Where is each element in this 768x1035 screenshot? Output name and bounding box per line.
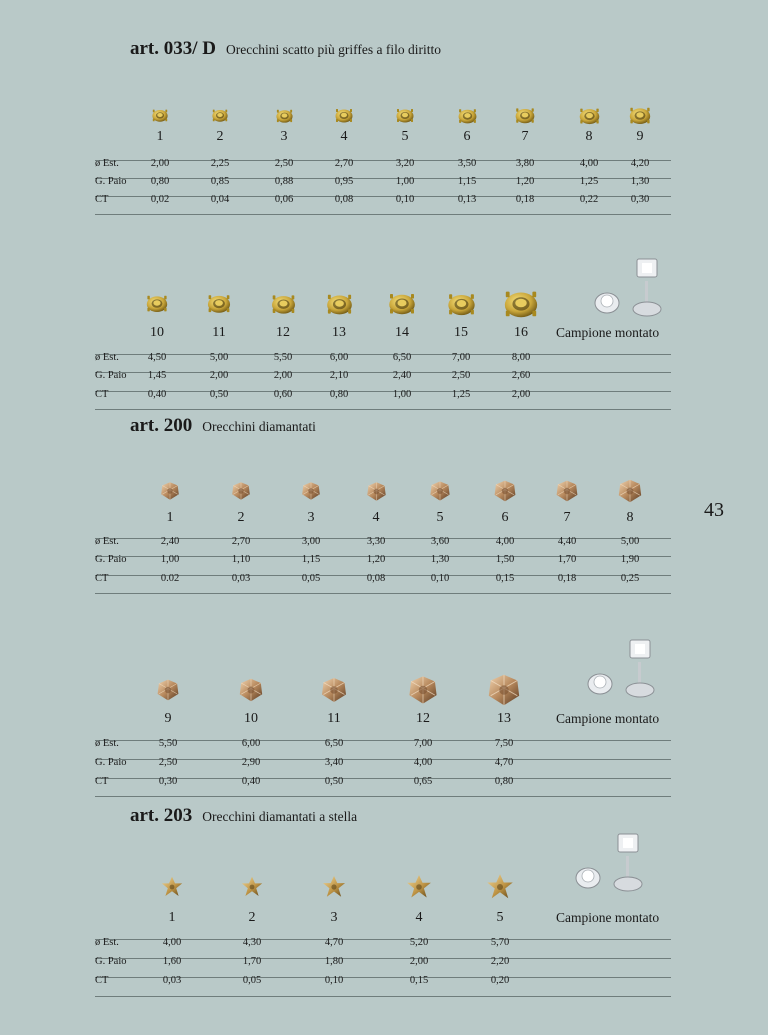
size-number: 3: [280, 129, 288, 144]
value-est: 3,20: [395, 158, 415, 169]
earring-setting-icon: [155, 677, 181, 708]
size-number: 4: [415, 910, 423, 925]
value-est: 2,50: [274, 158, 294, 169]
value-paio: 1,70: [242, 956, 262, 967]
value-paio: 2,00: [409, 956, 429, 967]
value-paio: 0,95: [334, 176, 354, 187]
value-est: 3,30: [366, 536, 386, 547]
value-paio: 2,00: [209, 370, 229, 381]
row-label-paio: G. Paio: [95, 176, 127, 187]
table-rule: [95, 214, 671, 215]
value-ct: 0,22: [579, 194, 599, 205]
value-ct: 0,10: [395, 194, 415, 205]
value-paio: 1,00: [160, 554, 180, 565]
earring-setting-icon: [334, 105, 354, 130]
value-paio: 1,00: [395, 176, 415, 187]
value-est: 4,00: [495, 536, 515, 547]
row-label-ct: CT: [95, 975, 109, 986]
earring-setting-icon: [578, 104, 601, 132]
earring-setting-icon: [321, 874, 347, 905]
earring-setting-icon: [406, 673, 440, 712]
value-est: 2,40: [160, 536, 180, 547]
size-number: 7: [563, 510, 571, 525]
size-number: 5: [436, 510, 444, 525]
section-title-203: [130, 805, 357, 827]
earring-setting-icon: [395, 105, 415, 130]
value-ct: 0,04: [210, 194, 230, 205]
article-code: art. 033/ D: [130, 38, 217, 59]
sample-label: Campione montato: [556, 711, 660, 726]
value-ct: 0,40: [147, 389, 167, 400]
earring-setting-icon: [428, 479, 452, 508]
mounted-sample-icon: [585, 255, 675, 330]
value-ct: 0,30: [158, 776, 178, 787]
size-number: 6: [501, 510, 509, 525]
row-label-ct: CT: [95, 389, 109, 400]
value-est: 3,80: [515, 158, 535, 169]
size-number: 7: [521, 129, 529, 144]
size-number: 6: [463, 129, 471, 144]
value-paio: 4,70: [494, 757, 514, 768]
value-est: 4,20: [630, 158, 650, 169]
earring-setting-icon: [206, 290, 232, 321]
size-number: 2: [216, 129, 224, 144]
earring-setting-icon: [240, 875, 264, 904]
value-est: 6,50: [392, 352, 412, 363]
earring-setting-icon: [485, 671, 523, 714]
value-est: 4,00: [579, 158, 599, 169]
value-paio: 2,40: [392, 370, 412, 381]
value-ct: 0,02: [150, 194, 170, 205]
size-number: 13: [332, 325, 346, 340]
size-number: 11: [327, 711, 341, 726]
earring-setting-icon: [151, 106, 169, 129]
size-number: 5: [401, 129, 409, 144]
earring-setting-icon: [554, 478, 580, 509]
size-number: 9: [164, 711, 172, 726]
value-paio: 1,15: [301, 554, 321, 565]
value-paio: 0,88: [274, 176, 294, 187]
value-est: 5,00: [209, 352, 229, 363]
value-est: 6,00: [329, 352, 349, 363]
size-number: 10: [150, 325, 164, 340]
size-number: 1: [166, 510, 174, 525]
size-number: 12: [276, 325, 290, 340]
value-paio: 0,85: [210, 176, 230, 187]
size-number: 10: [244, 711, 258, 726]
size-number: 4: [340, 129, 348, 144]
value-paio: 1,10: [231, 554, 251, 565]
size-number: 4: [372, 510, 380, 525]
value-est: 5,70: [490, 937, 510, 948]
earring-setting-icon: [628, 103, 652, 132]
size-number: 9: [636, 129, 644, 144]
table-rule: [95, 409, 671, 410]
value-est: 4,30: [242, 937, 262, 948]
row-label-est: ø Est.: [95, 738, 119, 749]
value-paio: 1,15: [457, 176, 477, 187]
earring-setting-icon: [230, 480, 252, 507]
value-ct: 0,10: [324, 975, 344, 986]
value-ct: 0,40: [241, 776, 261, 787]
value-est: 4,00: [162, 937, 182, 948]
value-est: 5,50: [158, 738, 178, 749]
size-number: 5: [496, 910, 504, 925]
value-ct: 0,25: [620, 573, 640, 584]
size-number: 8: [585, 129, 593, 144]
value-ct: 0,20: [490, 975, 510, 986]
earring-setting-icon: [457, 105, 478, 131]
value-ct: 0,06: [274, 194, 294, 205]
size-number: 2: [237, 510, 245, 525]
mounted-sample-icon: [578, 636, 668, 711]
value-est: 5,50: [273, 352, 293, 363]
article-subtitle: Orecchini diamantati: [202, 419, 316, 434]
value-ct: 0,15: [495, 573, 515, 584]
earring-setting-icon: [270, 290, 297, 322]
article-subtitle: Orecchini diamantati a stella: [202, 809, 358, 824]
value-est: 2,70: [231, 536, 251, 547]
earring-setting-icon: [405, 873, 433, 906]
section-title-033d: [130, 38, 441, 60]
value-ct: 0,08: [334, 194, 354, 205]
article-code: art. 203: [130, 805, 193, 826]
earring-setting-icon: [616, 477, 644, 510]
value-est: 4,40: [557, 536, 577, 547]
mounted-sample-icon: [566, 830, 656, 905]
size-number: 3: [330, 910, 338, 925]
value-est: 5,20: [409, 937, 429, 948]
earring-setting-icon: [300, 480, 322, 507]
table-rule: [95, 593, 671, 594]
value-ct: 0,50: [324, 776, 344, 787]
value-paio: 1,30: [630, 176, 650, 187]
row-label-ct: CT: [95, 573, 109, 584]
value-ct: 0,13: [457, 194, 477, 205]
row-label-est: ø Est.: [95, 158, 119, 169]
value-ct: 0,60: [273, 389, 293, 400]
row-label-est: ø Est.: [95, 536, 119, 547]
value-ct: 1,00: [392, 389, 412, 400]
row-label-paio: G. Paio: [95, 370, 127, 381]
earring-setting-icon: [485, 872, 515, 907]
size-number: 3: [307, 510, 315, 525]
value-ct: 0,30: [630, 194, 650, 205]
value-paio: 2,60: [511, 370, 531, 381]
table-rule: [95, 796, 671, 797]
size-number: 15: [454, 325, 468, 340]
value-ct: 0.02: [160, 573, 180, 584]
size-number: 13: [497, 711, 511, 726]
earring-setting-icon: [319, 675, 349, 710]
row-label-ct: CT: [95, 194, 109, 205]
sample-label: Campione montato: [556, 910, 660, 925]
earring-setting-icon: [211, 106, 229, 129]
article-code: art. 200: [130, 415, 193, 436]
value-est: 3,50: [457, 158, 477, 169]
value-est: 4,70: [324, 937, 344, 948]
earring-setting-icon: [159, 480, 181, 507]
value-est: 6,00: [241, 738, 261, 749]
value-est: 7,50: [494, 738, 514, 749]
size-number: 1: [168, 910, 176, 925]
value-paio: 1,70: [557, 554, 577, 565]
size-number: 12: [416, 711, 430, 726]
value-ct: 0,08: [366, 573, 386, 584]
value-est: 2,25: [210, 158, 230, 169]
row-label-est: ø Est.: [95, 937, 119, 948]
value-paio: 1,90: [620, 554, 640, 565]
value-paio: 1,20: [366, 554, 386, 565]
value-ct: 0,10: [430, 573, 450, 584]
value-ct: 0,50: [209, 389, 229, 400]
earring-setting-icon: [160, 875, 184, 904]
row-label-paio: G. Paio: [95, 757, 127, 768]
value-est: 2,00: [150, 158, 170, 169]
value-ct: 0,65: [413, 776, 433, 787]
table-rule: [95, 996, 671, 997]
earring-setting-icon: [365, 480, 388, 508]
size-number: 11: [212, 325, 226, 340]
earring-setting-icon: [502, 284, 540, 327]
value-paio: 1,50: [495, 554, 515, 565]
value-paio: 4,00: [413, 757, 433, 768]
value-ct: 0,15: [409, 975, 429, 986]
earring-setting-icon: [275, 106, 294, 130]
value-paio: 1,20: [515, 176, 535, 187]
value-ct: 0,03: [231, 573, 251, 584]
size-number: 2: [248, 910, 256, 925]
value-est: 3,00: [301, 536, 321, 547]
earring-setting-icon: [237, 676, 265, 709]
value-paio: 1,80: [324, 956, 344, 967]
row-label-paio: G. Paio: [95, 554, 127, 565]
value-ct: 0,80: [494, 776, 514, 787]
value-ct: 1,25: [451, 389, 471, 400]
value-est: 6,50: [324, 738, 344, 749]
earring-setting-icon: [325, 289, 354, 323]
value-paio: 2,10: [329, 370, 349, 381]
value-est: 5,00: [620, 536, 640, 547]
page-number: 43: [704, 499, 724, 521]
value-est: 7,00: [451, 352, 471, 363]
value-est: 3,60: [430, 536, 450, 547]
value-paio: 2,50: [158, 757, 178, 768]
row-label-ct: CT: [95, 776, 109, 787]
value-paio: 1,25: [579, 176, 599, 187]
value-est: 4,50: [147, 352, 167, 363]
earring-setting-icon: [145, 291, 169, 320]
size-number: 14: [395, 325, 409, 340]
value-est: 2,70: [334, 158, 354, 169]
value-paio: 3,40: [324, 757, 344, 768]
value-paio: 1,60: [162, 956, 182, 967]
value-ct: 0,18: [557, 573, 577, 584]
section-title-200: [130, 415, 316, 437]
size-number: 8: [626, 510, 634, 525]
value-ct: 0,18: [515, 194, 535, 205]
article-subtitle: Orecchini scatto più griffes a filo diritto: [226, 42, 441, 57]
value-paio: 1,30: [430, 554, 450, 565]
value-est: 8,00: [511, 352, 531, 363]
earring-setting-icon: [446, 288, 477, 324]
row-label-paio: G. Paio: [95, 956, 127, 967]
earring-setting-icon: [514, 104, 536, 131]
earring-setting-icon: [492, 478, 518, 509]
value-ct: 0,80: [329, 389, 349, 400]
value-paio: 2,20: [490, 956, 510, 967]
value-paio: 0,80: [150, 176, 170, 187]
value-paio: 2,00: [273, 370, 293, 381]
value-paio: 1,45: [147, 370, 167, 381]
value-ct: 0,05: [301, 573, 321, 584]
value-ct: 0,03: [162, 975, 182, 986]
sample-label: Campione montato: [556, 325, 660, 340]
value-paio: 2,90: [241, 757, 261, 768]
value-ct: 2,00: [511, 389, 531, 400]
size-number: 1: [156, 129, 164, 144]
value-paio: 2,50: [451, 370, 471, 381]
value-est: 7,00: [413, 738, 433, 749]
size-number: 16: [514, 325, 528, 340]
earring-setting-icon: [387, 288, 417, 323]
row-label-est: ø Est.: [95, 352, 119, 363]
value-ct: 0,05: [242, 975, 262, 986]
